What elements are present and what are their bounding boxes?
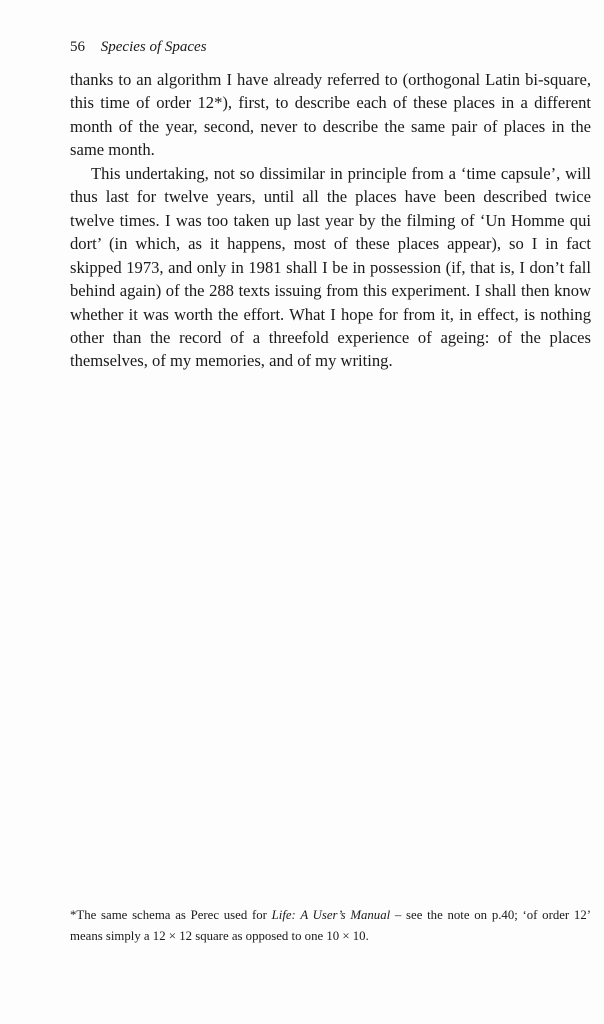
footnote — [70, 905, 591, 947]
running-head — [70, 37, 207, 57]
page-number: 56 — [70, 39, 85, 55]
footnote-prefix: *The same schema as Perec used for — [70, 908, 272, 922]
paragraph-continued: thanks to an algorithm I have already referred to (orthogonal Latin bi-square, this time of order 12*), first, to describe each of these places in a different month of the year, second, never to describe the same pair of places in the same month. — [70, 70, 591, 160]
footnote-book-title: Life: A User’s Manual — [271, 908, 391, 922]
body-text — [70, 68, 591, 373]
footnote-suffix: – see the note on p.40; ‘of order 12’ means simply a 12 × 12 square as opposed to one 10 × 10. — [70, 908, 591, 943]
running-title: Species of Spaces — [100, 39, 207, 55]
paragraph: This undertaking, not so dissimilar in principle from a ‘time capsule’, will thus last for twelve years, until all the places have been described twice twelve times. I was too taken up last year by the filming of ‘Un Homme qui dort’ (in which, as it happens, most of these places appear), so I in fact skipped 1973, and only in 1981 shall I be in possession (if, that is, I don’t fall behind again) of the 288 texts issuing from this experiment. I shall then know whether it was worth the effort. What I hope for from it, in effect, is nothing other than the record of a threefold experience of ageing: of the places themselves, of my memories, and of my writing. — [70, 163, 591, 371]
